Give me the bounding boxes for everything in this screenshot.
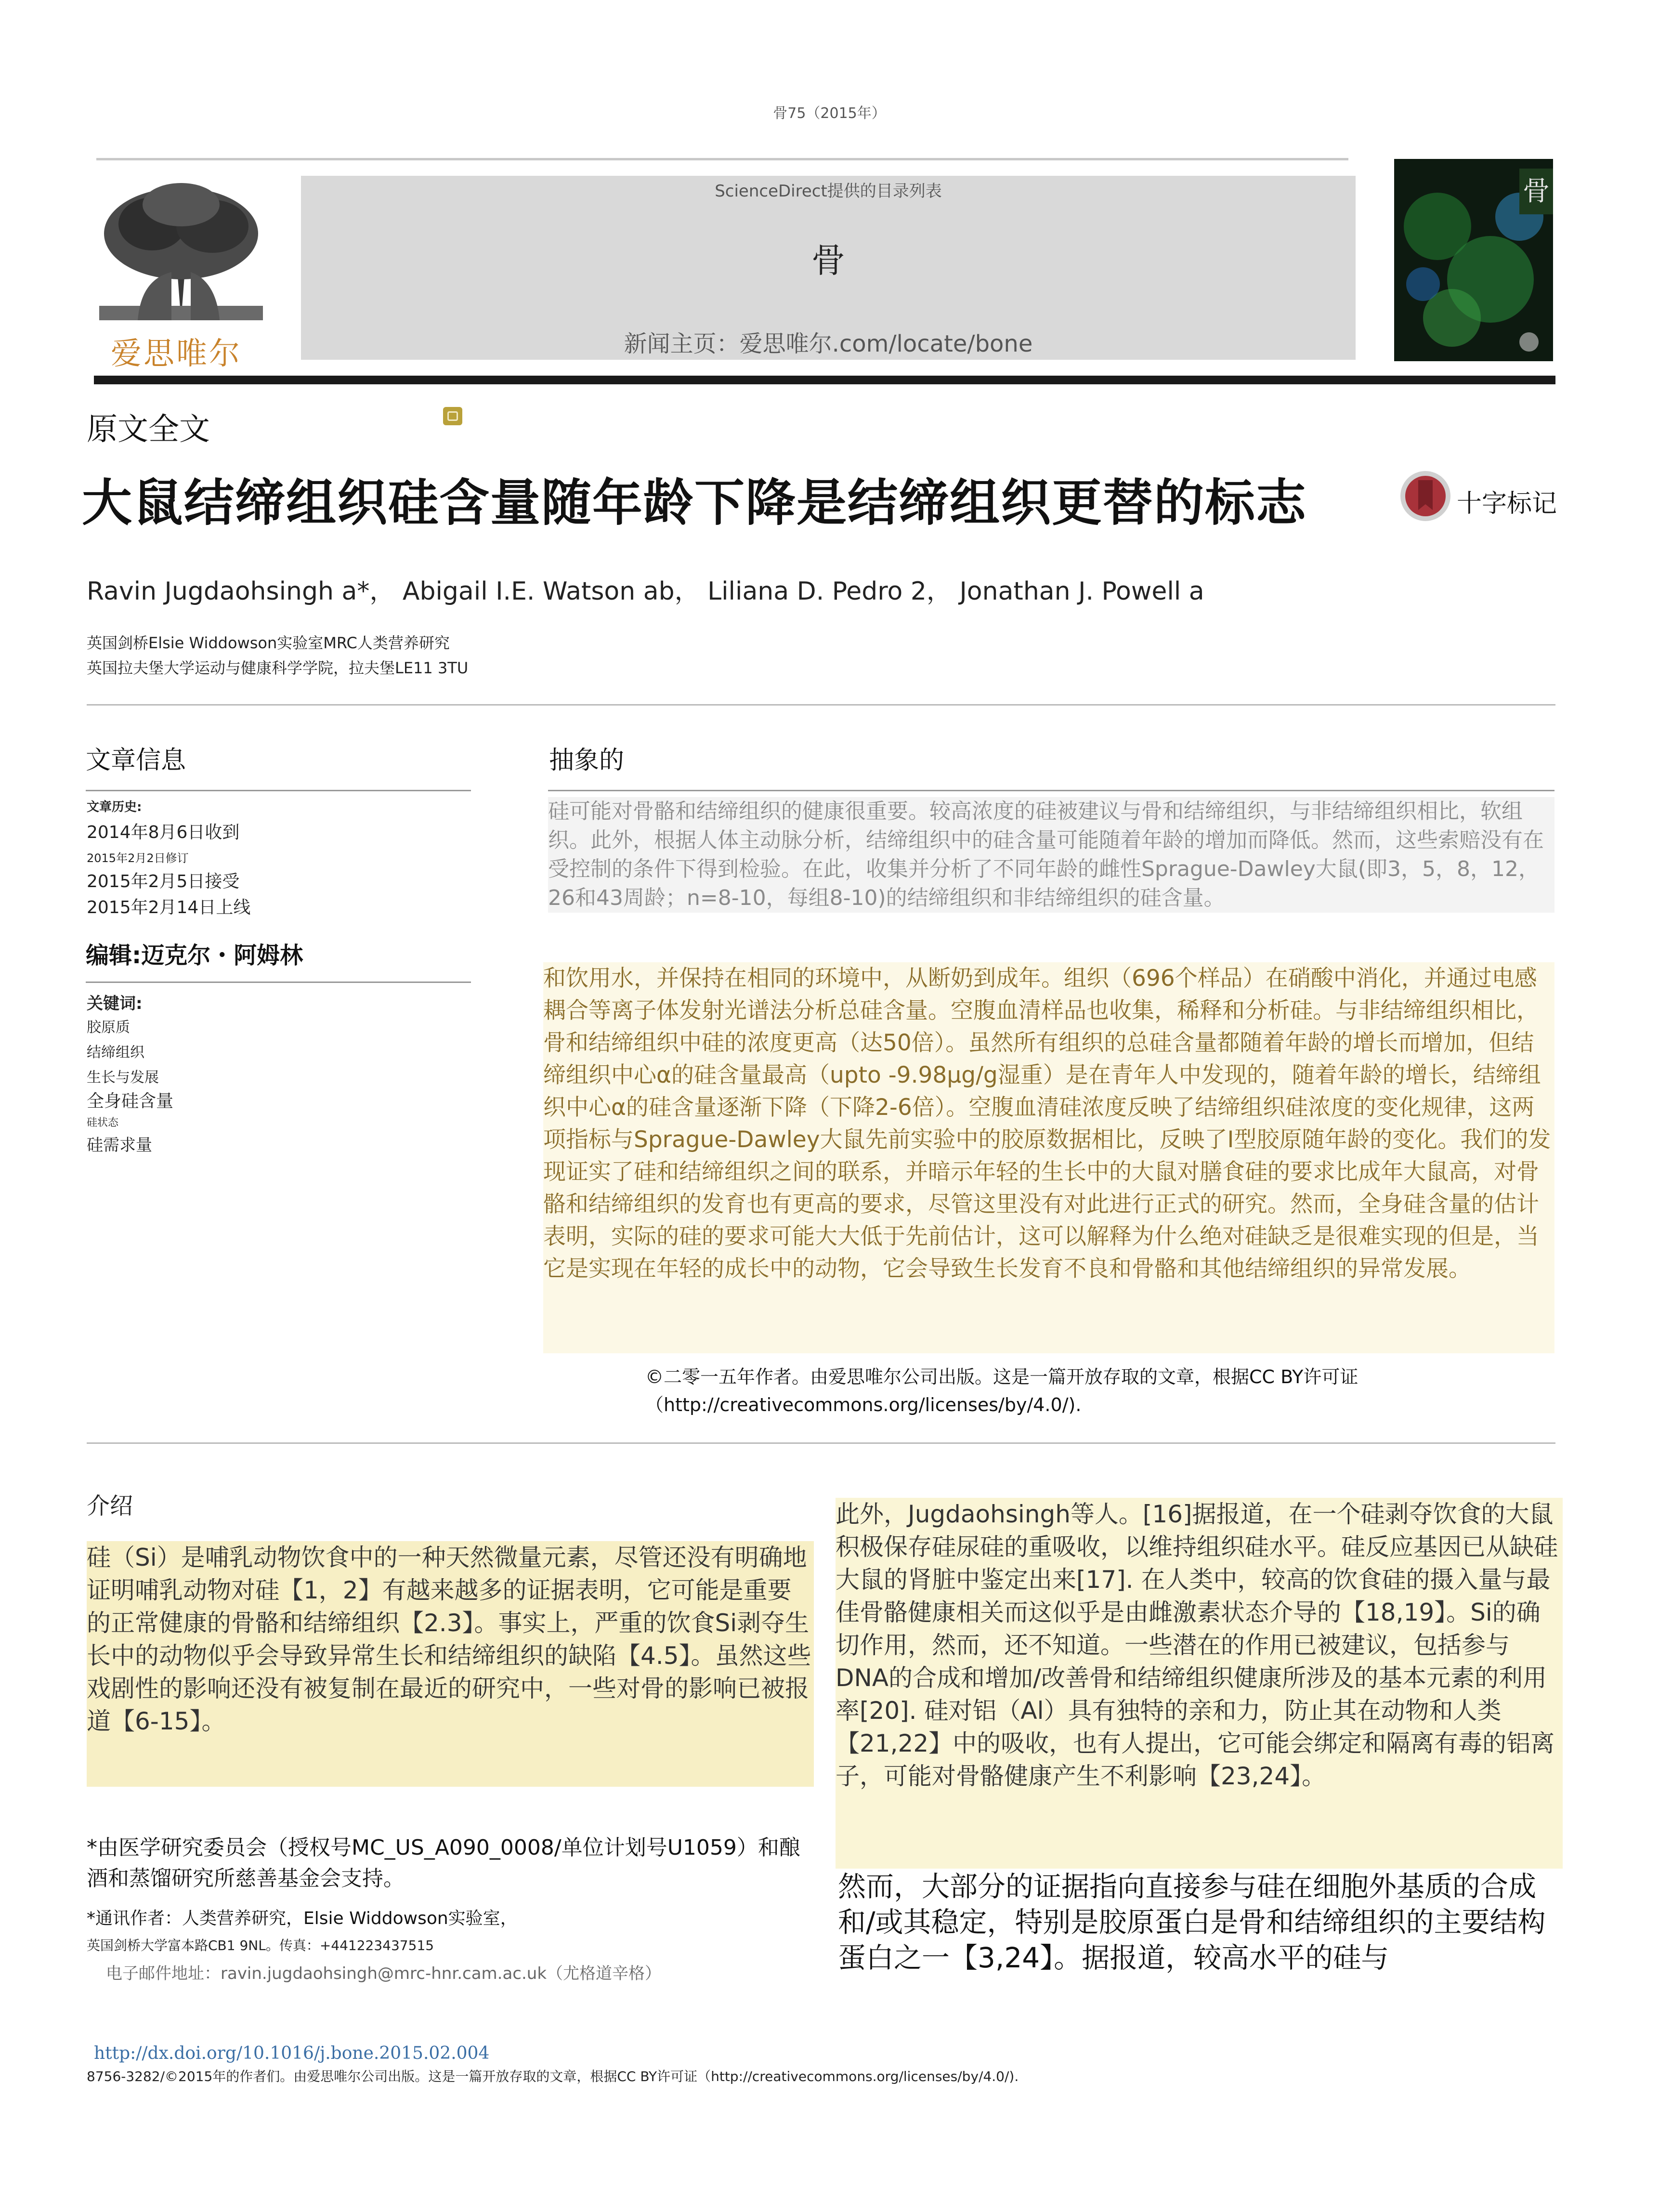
crossmark-label[interactable]: 十字标记 (1457, 489, 1557, 518)
accepted-date: 2015年2月5日接受 (87, 872, 240, 891)
publisher-logo (94, 176, 268, 372)
intro-heading: 介绍 (87, 1492, 133, 1519)
cover-title: 骨 (1519, 169, 1553, 214)
journal-banner (301, 176, 1356, 360)
abstract-paragraph: 硅可能对骨骼和结缔组织的健康很重要。较高浓度的硅被建议与骨和结缔组织，与非结缔组织相比，软组织。此外，根据人体主动脉分析，结缔组织中的硅含量可能随着年龄的增加而降低。然而，这些索赔没有在受控制的条件下得到检验。在此，收集并分析了不同年龄的雌性Sprague-Dawley大鼠(即3，5，8，12，26和43周龄；n=8-10，每组8-10)的结缔组织和非结缔组织的硅含量。 (548, 797, 1554, 913)
header-rule (96, 158, 1348, 160)
journal-homepage-link[interactable]: 新闻主页：爱思唯尔.com/locate/bone (624, 330, 1033, 357)
header-bar (94, 376, 1555, 384)
journal-name: 骨 (811, 241, 845, 280)
affiliation: 英国拉夫堡大学运动与健康科学学院，拉夫堡LE11 3TU (87, 659, 469, 677)
correspondence-email[interactable]: 电子邮件地址：ravin.jugdaohsingh@mrc-hnr.cam.ac.uk（尤格道辛格） (106, 1964, 662, 1983)
intro-paragraph: 此外，Jugdaohsingh等人。[16]据报道，在一个硅剥夺饮食的大鼠积极保存硅尿硅的重吸收，以维持组织硅水平。硅反应基因已从缺硅大鼠的肾脏中鉴定出来[17]. 在人类中，较高的饮食硅的摄入量与最佳骨骼健康相关而这似乎是由雌激素状态介导的【18,19】。Si的确切作用，然而，还不知道。一些潜在的作用已被建议，包括参与DNA的合成和增加/改善骨和结缔组织健康所涉及的基本元素的利用率[20]. 硅对铝（Al）具有独特的亲和力，防止其在动物和人类【21,22】中的吸收，也有人提出，它可能会绑定和隔离有毒的铝离子，可能对骨骼健康产生不利影响【23,24】。 (836, 1498, 1563, 1869)
license-statement: ©二零一五年作者。由爱思唯尔公司出版。这是一篇开放存取的文章，根据CC BY许可证（http://creativecommons.org/licenses/by/4.0/). (645, 1366, 1359, 1415)
keyword: 硅需求量 (87, 1136, 152, 1155)
intro-paragraph: 然而，大部分的证据指向直接参与硅在细胞外基质的合成和/或其稳定，特别是胶原蛋白是骨和结缔组织的主要结构蛋白之一【3,24】。据报道，较高水平的硅与 (838, 1870, 1546, 1974)
running-head: 骨75（2015年） (773, 105, 886, 122)
article-title: 大鼠结缔组织硅含量随年龄下降是结缔组织更替的标志 (82, 473, 1307, 532)
correspondence-address: 英国剑桥大学富本路CB1 9NL。传真：+441223437515 (87, 1937, 434, 1953)
section-rule (87, 704, 1555, 706)
keyword: 胶原质 (87, 1019, 130, 1036)
intro-paragraph: 硅（Si）是哺乳动物饮食中的一种天然微量元素，尽管还没有明确地证明哺乳动物对硅【1，2】有越来越多的证据表明，它可能是重要的正常健康的骨骼和结缔组织【2.3】。事实上，严重的饮食Si剥夺生长中的动物似乎会导致异常生长和结缔组织的缺陷【4.5】。虽然这些戏剧性的影响还没有被复制在最近的研究中，一些对骨的影响已被报道【6-15】。 (87, 1541, 814, 1787)
revised-date: 2015年2月2日修订 (87, 851, 189, 865)
article-type: 原文全文 (87, 412, 210, 447)
open-access-icon (443, 407, 462, 425)
abstract-rule (548, 790, 1554, 791)
abstract-paragraph: 和饮用水，并保持在相同的环境中，从断奶到成年。组织（696个样品）在硝酸中消化，并通过电感耦合等离子体发射光谱法分析总硅含量。空腹血清样品也收集，稀释和分析硅。与非结缔组织相比，骨和结缔组织中硅的浓度更高（达50倍）。虽然所有组织的总硅含量都随着年龄的增长而增加，但结缔组织中心α的硅含量最高（upto -9.98μg/g湿重）是在青年人中发现的，随着年龄的增长，结缔组织中心α的硅含量逐渐下降（下降2-6倍）。空腹血清硅浓度反映了结缔组织硅浓度的变化规律，这两项指标与Sprague-Dawley大鼠先前实验中的胶原数据相比，反映了I型胶原随年龄的变化。我们的发现证实了硅和结缔组织之间的联系，并暗示年轻的生长中的大鼠对膳食硅的要求比成年大鼠高，对骨骼和结缔组织的发育也有更高的要求，尽管这里没有对此进行正式的研究。然而，全身硅含量的估计表明，实际的硅的要求可能大大低于先前估计，这可以解释为什么绝对硅缺乏是很难实现的但是，当它是实现在年轻的成长中的动物，它会导致生长发育不良和骨骼和其他结缔组织的异常发展。 (543, 962, 1554, 1353)
section-rule (87, 1442, 1555, 1444)
keyword: 硅状态 (87, 1117, 119, 1129)
funding-footnote: *由医学研究委员会（授权号MC_US_A090_0008/单位计划号U1059）和酿酒和蒸馏研究所慈善基金会支持。 (87, 1835, 800, 1891)
online-date: 2015年2月14日上线 (87, 898, 251, 917)
author-list: Ravin Jugdaohsingh a*， Abigail I.E. Watson ab， Liliana D. Pedro 2， Jonathan J. Powell a (87, 577, 1204, 606)
article-info-heading: 文章信息 (86, 746, 186, 775)
doi-link[interactable]: http://dx.doi.org/10.1016/j.bone.2015.02.004 (94, 2043, 490, 2063)
article-info-rule (86, 982, 471, 983)
received-date: 2014年8月6日收到 (87, 823, 240, 842)
keyword: 结缔组织 (87, 1044, 144, 1061)
editor: 编辑:迈克尔・阿姆林 (86, 942, 303, 969)
tree-logo-icon (94, 176, 268, 330)
keyword: 全身硅含量 (87, 1091, 174, 1111)
history-label: 文章历史: (87, 800, 142, 814)
publisher-logo-text: 爱思唯尔 (111, 336, 242, 372)
keyword: 生长与发展 (87, 1069, 159, 1086)
affiliation: 英国剑桥Elsie Widdowson实验室MRC人类营养研究 (87, 634, 450, 652)
journal-cover (1394, 159, 1553, 361)
correspondence-footnote: *通讯作者：人类营养研究，Elsie Widdowson实验室， (87, 1909, 518, 1928)
issn-line: 8756-3282/©2015年的作者们。由爱思唯尔公司出版。这是一篇开放存取的文章，根据CC BY许可证（http://creativecommons.org/licenses/by/4.0/). (87, 2068, 1019, 2084)
abstract-heading: 抽象的 (549, 746, 625, 775)
crossmark-icon[interactable] (1399, 470, 1452, 523)
keywords-label: 关键词: (87, 994, 143, 1013)
contents-line: ScienceDirect提供的目录列表 (715, 182, 942, 201)
article-info-rule (86, 790, 471, 791)
